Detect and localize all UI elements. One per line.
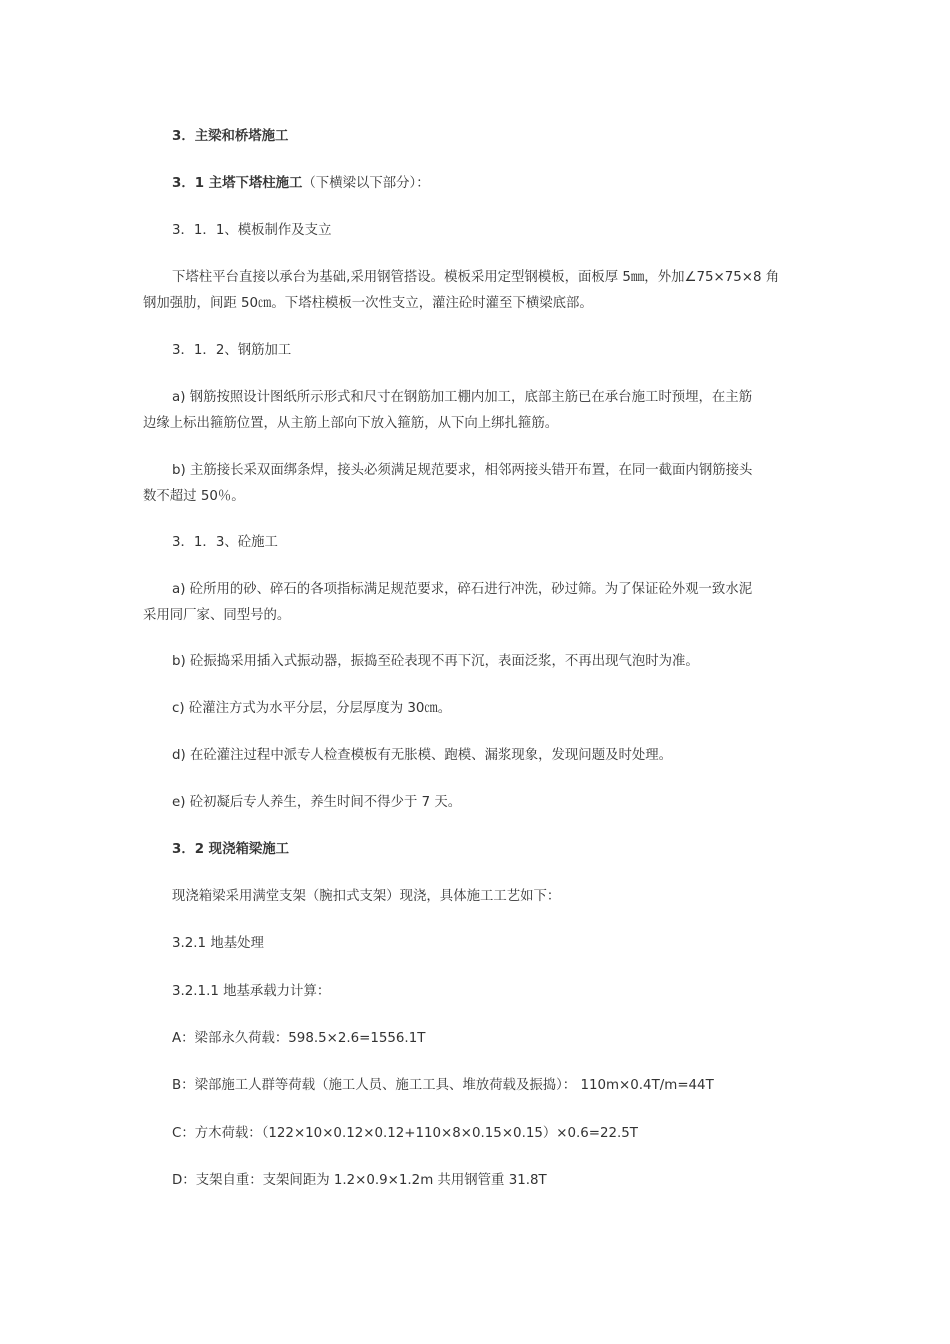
- paragraph-3-1-3-e: e) 砼初凝后专人养生，养生时间不得少于 7 天。: [172, 795, 462, 810]
- paragraph-3-1-1-line1: 下塔柱平台直接以承台为基础,采用钢管搭设。模板采用定型钢模板，面板厚 5㎜，外加∠75×75×8 角: [172, 270, 780, 285]
- paragraph-3-1-3-b: b) 砼振捣采用插入式振动器，振捣至砼表现不再下沉，表面泛浆，不再出现气泡时为准。: [172, 654, 699, 669]
- paragraph-3-1-3-d: d) 在砼灌注过程中派专人检查模板有无胀模、跑模、漏浆现象，发现问题及时处理。: [172, 748, 673, 763]
- heading-3-1-3: 3．1．3、砼施工: [172, 535, 278, 550]
- load-item-d: D：支架自重：支架间距为 1.2×0.9×1.2m 共用钢管重 31.8T: [172, 1173, 547, 1188]
- heading-3-1-note: （下横梁以下部分）：: [302, 176, 430, 191]
- paragraph-3-1-2-b-line1: b) 主筋接长采双面绑条焊，接头必须满足规范要求，相邻两接头错开布置，在同一截面内钢筋接头: [172, 463, 753, 478]
- load-item-c: C：方木荷载：（122×10×0.12×0.12+110×8×0.15×0.15）×0.6=22.5T: [172, 1126, 638, 1141]
- heading-3-2-1: 3.2.1 地基处理: [172, 936, 264, 951]
- paragraph-3-1-3-a-line2: 采用同厂家、同型号的。: [143, 608, 291, 623]
- heading-3: 3．主梁和桥塔施工: [172, 129, 289, 144]
- paragraph-3-1-2-b-line2: 数不超过 50％。: [143, 489, 245, 504]
- paragraph-3-1-3-c: c) 砼灌注方式为水平分层，分层厚度为 30㎝。: [172, 701, 452, 716]
- heading-3-1-1: 3．1．1、模板制作及支立: [172, 223, 332, 238]
- paragraph-3-1-3-a-line1: a) 砼所用的砂、碎石的各项指标满足规范要求，碎石进行冲洗，砂过筛。为了保证砼外观一致水泥: [172, 582, 753, 597]
- paragraph-3-1-1-line2: 钢加强肋，间距 50㎝。下塔柱模板一次性支立，灌注砼时灌至下横梁底部。: [143, 296, 593, 311]
- heading-3-1-2: 3．1．2、钢筋加工: [172, 343, 292, 358]
- paragraph-3-2: 现浇箱梁采用满堂支架（腕扣式支架）现浇，具体施工工艺如下：: [172, 889, 561, 904]
- load-item-b: B：梁部施工人群等荷载（施工人员、施工工具、堆放荷载及振捣）： 110m×0.4T/m=44T: [172, 1078, 714, 1093]
- paragraph-3-1-2-a-line1: a) 钢筋按照设计图纸所示形式和尺寸在钢筋加工棚内加工，底部主筋已在承台施工时预埋，在主筋: [172, 390, 753, 405]
- paragraph-3-1-2-a-line2: 边缘上标出箍筋位置，从主筋上部向下放入箍筋，从下向上绑扎箍筋。: [143, 416, 559, 431]
- load-item-a: A：梁部永久荷载：598.5×2.6=1556.1T: [172, 1031, 426, 1046]
- heading-3-2-1-1: 3.2.1.1 地基承载力计算：: [172, 984, 331, 999]
- heading-3-2: 3．2 现浇箱梁施工: [172, 842, 290, 857]
- heading-3-1: [172, 171, 430, 197]
- heading-3-1-title: 3．1 主塔下塔柱施工: [172, 176, 303, 191]
